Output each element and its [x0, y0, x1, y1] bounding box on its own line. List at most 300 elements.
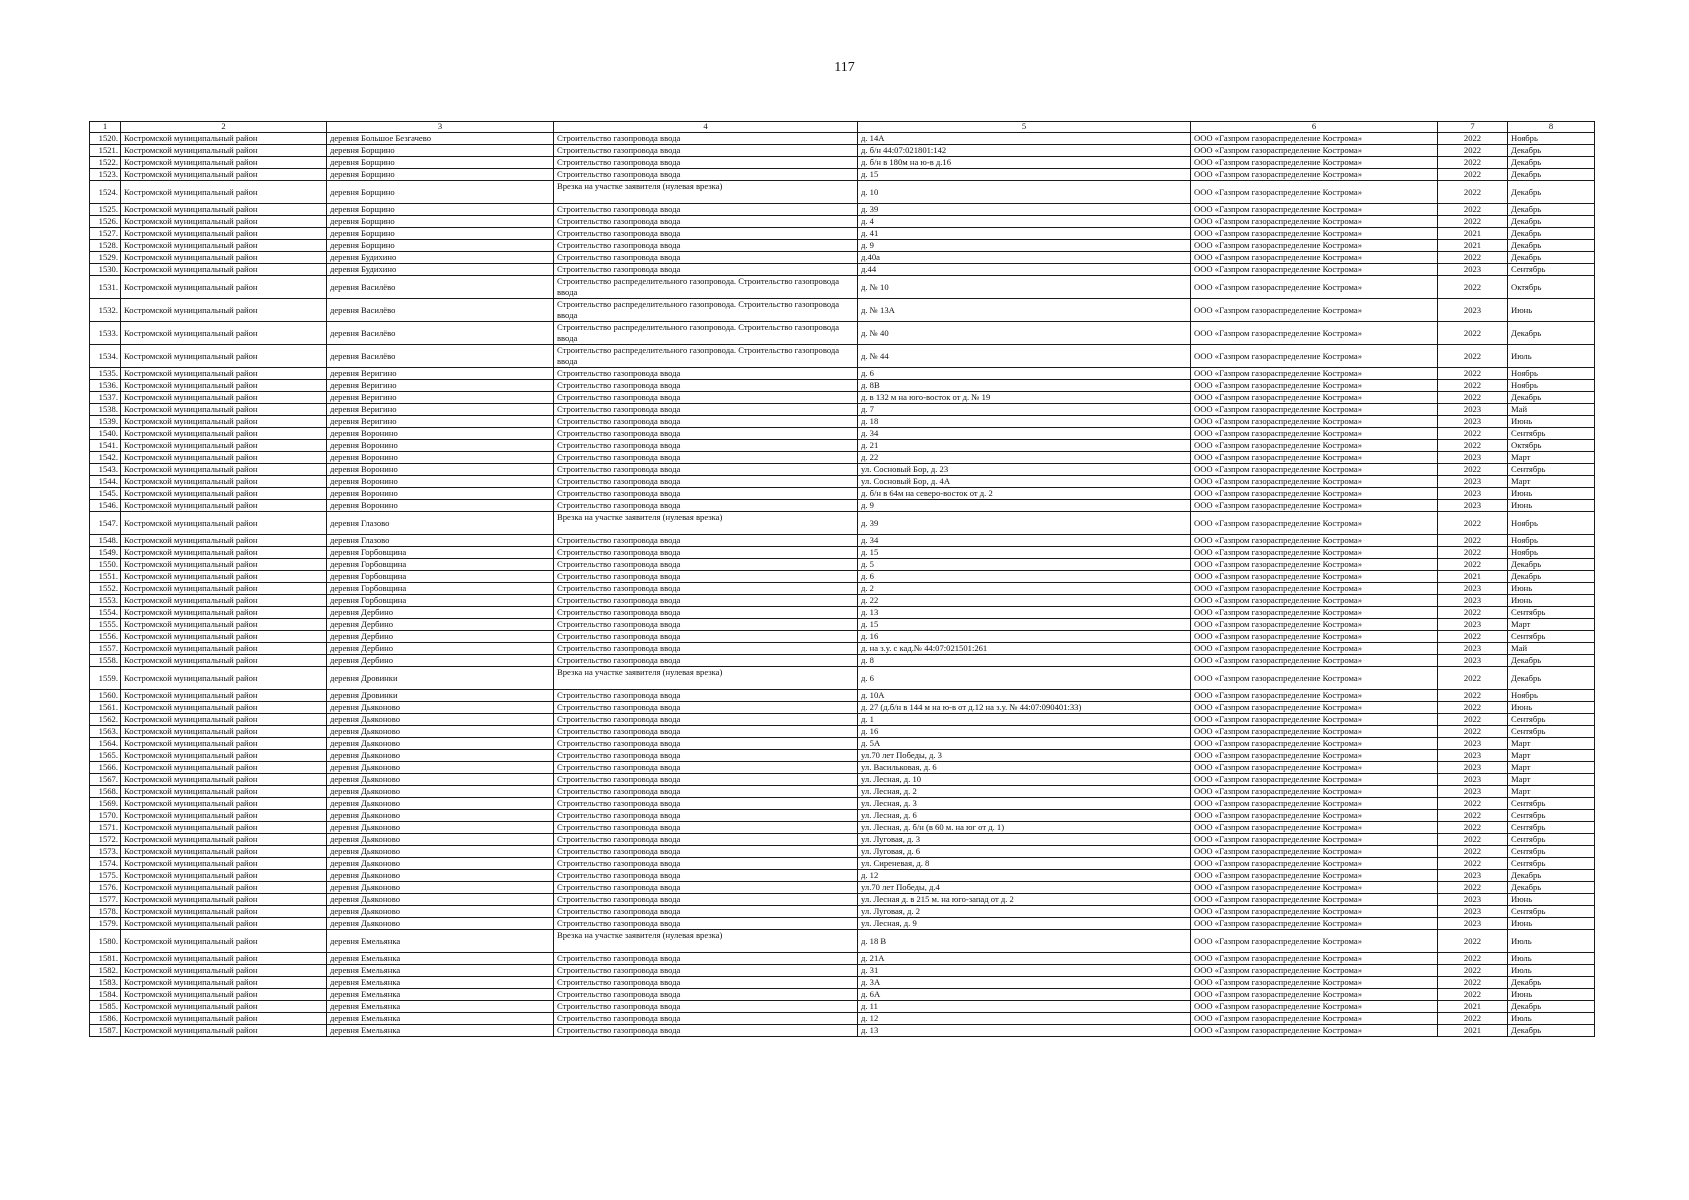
contractor-cell: ООО «Газпром газораспределение Кострома»	[1191, 846, 1438, 858]
table-row	[90, 380, 1595, 392]
settlement-cell: деревня Емельянка	[327, 977, 554, 989]
district-cell: Костромской муниципальный район	[121, 181, 327, 204]
address-cell: д. 22	[858, 452, 1191, 464]
district-cell: Костромской муниципальный район	[121, 133, 327, 145]
work-type-cell: Строительство распределительного газопровода. Строительство газопровода ввода	[554, 299, 858, 322]
address-cell: д. 18	[858, 416, 1191, 428]
work-type-cell: Строительство газопровода ввода	[554, 774, 858, 786]
month-cell: Июль	[1508, 930, 1595, 953]
table-row	[90, 834, 1595, 846]
settlement-cell: деревня Воронино	[327, 452, 554, 464]
district-cell: Костромской муниципальный район	[121, 965, 327, 977]
work-type-cell: Строительство газопровода ввода	[554, 240, 858, 252]
district-cell: Костромской муниципальный район	[121, 500, 327, 512]
contractor-cell: ООО «Газпром газораспределение Кострома»	[1191, 762, 1438, 774]
table-row	[90, 918, 1595, 930]
table-row	[90, 181, 1595, 204]
contractor-cell: ООО «Газпром газораспределение Кострома»	[1191, 702, 1438, 714]
settlement-cell: деревня Воронино	[327, 476, 554, 488]
contractor-cell: ООО «Газпром газораспределение Кострома»	[1191, 690, 1438, 702]
district-cell: Костромской муниципальный район	[121, 547, 327, 559]
month-cell: Октябрь	[1508, 276, 1595, 299]
contractor-cell: ООО «Газпром газораспределение Кострома»	[1191, 858, 1438, 870]
month-cell: Декабрь	[1508, 204, 1595, 216]
row-number-cell: 1522.	[90, 157, 121, 169]
district-cell: Костромской муниципальный район	[121, 1013, 327, 1025]
year-cell: 2022	[1438, 930, 1508, 953]
contractor-cell: ООО «Газпром газораспределение Кострома»	[1191, 882, 1438, 894]
year-cell: 2021	[1438, 1025, 1508, 1037]
table-row	[90, 559, 1595, 571]
year-cell: 2022	[1438, 559, 1508, 571]
row-number-cell: 1560.	[90, 690, 121, 702]
address-cell: д. 16	[858, 726, 1191, 738]
settlement-cell: деревня Дьяконово	[327, 906, 554, 918]
table-row	[90, 870, 1595, 882]
month-cell: Декабрь	[1508, 240, 1595, 252]
contractor-cell: ООО «Газпром газораспределение Кострома»	[1191, 299, 1438, 322]
year-cell: 2022	[1438, 1013, 1508, 1025]
district-cell: Костромской муниципальный район	[121, 595, 327, 607]
year-cell: 2022	[1438, 216, 1508, 228]
address-cell: д. 21А	[858, 953, 1191, 965]
table-row	[90, 145, 1595, 157]
contractor-cell: ООО «Газпром газораспределение Кострома»	[1191, 655, 1438, 667]
contractor-cell: ООО «Газпром газораспределение Кострома»	[1191, 714, 1438, 726]
settlement-cell: деревня Горбовщина	[327, 559, 554, 571]
year-cell: 2022	[1438, 512, 1508, 535]
address-cell: д. 13	[858, 1025, 1191, 1037]
table-row	[90, 276, 1595, 299]
settlement-cell: деревня Горбовщина	[327, 595, 554, 607]
table-row	[90, 204, 1595, 216]
work-type-cell: Строительство газопровода ввода	[554, 918, 858, 930]
settlement-cell: деревня Борщино	[327, 181, 554, 204]
table-row	[90, 1025, 1595, 1037]
work-type-cell: Строительство газопровода ввода	[554, 1001, 858, 1013]
year-cell: 2022	[1438, 145, 1508, 157]
row-number-cell: 1521.	[90, 145, 121, 157]
year-cell: 2022	[1438, 535, 1508, 547]
year-cell: 2022	[1438, 965, 1508, 977]
table-row	[90, 404, 1595, 416]
address-cell: д. 39	[858, 204, 1191, 216]
address-cell: д. 39	[858, 512, 1191, 535]
table-row	[90, 690, 1595, 702]
settlement-cell: деревня Веригино	[327, 404, 554, 416]
work-type-cell: Строительство газопровода ввода	[554, 798, 858, 810]
row-number-cell: 1547.	[90, 512, 121, 535]
year-cell: 2022	[1438, 631, 1508, 643]
district-cell: Костромской муниципальный район	[121, 631, 327, 643]
address-cell: д. 12	[858, 1013, 1191, 1025]
address-cell: ул. Лесная, д. 9	[858, 918, 1191, 930]
table-row	[90, 440, 1595, 452]
row-number-cell: 1565.	[90, 750, 121, 762]
settlement-cell: деревня Емельянка	[327, 1013, 554, 1025]
address-cell: ул. Лесная д. в 215 м. на юго-запад от д. 2	[858, 894, 1191, 906]
work-type-cell: Строительство газопровода ввода	[554, 607, 858, 619]
year-cell: 2023	[1438, 762, 1508, 774]
settlement-cell: деревня Дьяконово	[327, 798, 554, 810]
contractor-cell: ООО «Газпром газораспределение Кострома»	[1191, 559, 1438, 571]
month-cell: Июнь	[1508, 595, 1595, 607]
contractor-cell: ООО «Газпром газораспределение Кострома»	[1191, 918, 1438, 930]
month-cell: Сентябрь	[1508, 726, 1595, 738]
work-type-cell: Строительство газопровода ввода	[554, 204, 858, 216]
year-cell: 2023	[1438, 299, 1508, 322]
district-cell: Костромской муниципальный район	[121, 953, 327, 965]
work-type-cell: Строительство газопровода ввода	[554, 726, 858, 738]
year-cell: 2023	[1438, 404, 1508, 416]
district-cell: Костромской муниципальный район	[121, 1025, 327, 1037]
address-cell: д. 6	[858, 571, 1191, 583]
table-row	[90, 512, 1595, 535]
year-cell: 2023	[1438, 786, 1508, 798]
year-cell: 2022	[1438, 810, 1508, 822]
work-type-cell: Строительство газопровода ввода	[554, 822, 858, 834]
work-type-cell: Строительство газопровода ввода	[554, 547, 858, 559]
table-row	[90, 452, 1595, 464]
year-cell: 2022	[1438, 276, 1508, 299]
work-type-cell: Строительство газопровода ввода	[554, 252, 858, 264]
address-cell: д. 15	[858, 169, 1191, 181]
contractor-cell: ООО «Газпром газораспределение Кострома»	[1191, 169, 1438, 181]
contractor-cell: ООО «Газпром газораспределение Кострома»	[1191, 786, 1438, 798]
settlement-cell: деревня Дербино	[327, 631, 554, 643]
work-type-cell: Строительство газопровода ввода	[554, 559, 858, 571]
settlement-cell: деревня Воронино	[327, 500, 554, 512]
contractor-cell: ООО «Газпром газораспределение Кострома»	[1191, 452, 1438, 464]
month-cell: Декабрь	[1508, 392, 1595, 404]
district-cell: Костромской муниципальный район	[121, 870, 327, 882]
address-cell: д. 15	[858, 547, 1191, 559]
work-type-cell: Строительство газопровода ввода	[554, 882, 858, 894]
settlement-cell: деревня Глазово	[327, 512, 554, 535]
district-cell: Костромской муниципальный район	[121, 476, 327, 488]
contractor-cell: ООО «Газпром газораспределение Кострома»	[1191, 428, 1438, 440]
month-cell: Ноябрь	[1508, 535, 1595, 547]
row-number-cell: 1559.	[90, 667, 121, 690]
contractor-cell: ООО «Газпром газораспределение Кострома»	[1191, 368, 1438, 380]
year-cell: 2022	[1438, 322, 1508, 345]
district-cell: Костромской муниципальный район	[121, 714, 327, 726]
row-number-cell: 1538.	[90, 404, 121, 416]
row-number-cell: 1532.	[90, 299, 121, 322]
row-number-cell: 1567.	[90, 774, 121, 786]
work-type-cell: Строительство газопровода ввода	[554, 500, 858, 512]
settlement-cell: деревня Емельянка	[327, 953, 554, 965]
table-row	[90, 571, 1595, 583]
address-cell: д. 2	[858, 583, 1191, 595]
district-cell: Костромской муниципальный район	[121, 774, 327, 786]
table-row	[90, 392, 1595, 404]
district-cell: Костромской муниципальный район	[121, 404, 327, 416]
contractor-cell: ООО «Газпром газораспределение Кострома»	[1191, 345, 1438, 368]
district-cell: Костромской муниципальный район	[121, 858, 327, 870]
row-number-cell: 1550.	[90, 559, 121, 571]
month-cell: Март	[1508, 750, 1595, 762]
settlement-cell: деревня Емельянка	[327, 1025, 554, 1037]
address-cell: д. 34	[858, 535, 1191, 547]
work-type-cell: Строительство газопровода ввода	[554, 404, 858, 416]
address-cell: ул. Лесная, д. 6	[858, 810, 1191, 822]
contractor-cell: ООО «Газпром газораспределение Кострома»	[1191, 464, 1438, 476]
address-cell: ул. Васильковая, д. 6	[858, 762, 1191, 774]
row-number-cell: 1541.	[90, 440, 121, 452]
settlement-cell: деревня Глазово	[327, 535, 554, 547]
work-type-cell: Строительство газопровода ввода	[554, 535, 858, 547]
contractor-cell: ООО «Газпром газораспределение Кострома»	[1191, 822, 1438, 834]
work-type-cell: Врезка на участке заявителя (нулевая врезка)	[554, 930, 858, 953]
address-cell: д. на з.у. с кад.№ 44:07:021501:261	[858, 643, 1191, 655]
contractor-cell: ООО «Газпром газораспределение Кострома»	[1191, 631, 1438, 643]
table-row	[90, 619, 1595, 631]
address-cell: д. 5	[858, 559, 1191, 571]
settlement-cell: деревня Дровинки	[327, 667, 554, 690]
work-type-cell: Строительство газопровода ввода	[554, 655, 858, 667]
settlement-cell: деревня Дьяконово	[327, 870, 554, 882]
contractor-cell: ООО «Газпром газораспределение Кострома»	[1191, 965, 1438, 977]
year-cell: 2023	[1438, 583, 1508, 595]
year-cell: 2022	[1438, 133, 1508, 145]
contractor-cell: ООО «Газпром газораспределение Кострома»	[1191, 276, 1438, 299]
row-number-cell: 1566.	[90, 762, 121, 774]
month-cell: Март	[1508, 762, 1595, 774]
row-number-cell: 1534.	[90, 345, 121, 368]
row-number-cell: 1561.	[90, 702, 121, 714]
year-cell: 2022	[1438, 157, 1508, 169]
address-cell: д. № 40	[858, 322, 1191, 345]
contractor-cell: ООО «Газпром газораспределение Кострома»	[1191, 750, 1438, 762]
district-cell: Костромской муниципальный район	[121, 906, 327, 918]
address-cell: ул. Лесная, д. 10	[858, 774, 1191, 786]
contractor-cell: ООО «Газпром газораспределение Кострома»	[1191, 989, 1438, 1001]
month-cell: Июнь	[1508, 488, 1595, 500]
row-number-cell: 1548.	[90, 535, 121, 547]
row-number-cell: 1586.	[90, 1013, 121, 1025]
contractor-cell: ООО «Газпром газораспределение Кострома»	[1191, 607, 1438, 619]
district-cell: Костромской муниципальный район	[121, 488, 327, 500]
year-cell: 2022	[1438, 714, 1508, 726]
work-type-cell: Строительство газопровода ввода	[554, 133, 858, 145]
column-header: 4	[554, 122, 858, 133]
settlement-cell: деревня Дьяконово	[327, 858, 554, 870]
year-cell: 2023	[1438, 595, 1508, 607]
month-cell: Ноябрь	[1508, 547, 1595, 559]
row-number-cell: 1582.	[90, 965, 121, 977]
row-number-cell: 1525.	[90, 204, 121, 216]
contractor-cell: ООО «Газпром газораспределение Кострома»	[1191, 667, 1438, 690]
month-cell: Март	[1508, 774, 1595, 786]
table-row	[90, 322, 1595, 345]
settlement-cell: деревня Василёво	[327, 345, 554, 368]
row-number-cell: 1554.	[90, 607, 121, 619]
contractor-cell: ООО «Газпром газораспределение Кострома»	[1191, 488, 1438, 500]
contractor-cell: ООО «Газпром газораспределение Кострома»	[1191, 157, 1438, 169]
month-cell: Декабрь	[1508, 977, 1595, 989]
district-cell: Костромской муниципальный район	[121, 204, 327, 216]
table-row	[90, 786, 1595, 798]
row-number-cell: 1527.	[90, 228, 121, 240]
settlement-cell: деревня Дьяконово	[327, 750, 554, 762]
table-row	[90, 810, 1595, 822]
table-row	[90, 714, 1595, 726]
work-type-cell: Строительство газопровода ввода	[554, 264, 858, 276]
month-cell: Сентябрь	[1508, 846, 1595, 858]
table-row	[90, 240, 1595, 252]
year-cell: 2023	[1438, 774, 1508, 786]
month-cell: Июнь	[1508, 416, 1595, 428]
month-cell: Сентябрь	[1508, 714, 1595, 726]
year-cell: 2023	[1438, 918, 1508, 930]
work-type-cell: Строительство газопровода ввода	[554, 216, 858, 228]
district-cell: Костромской муниципальный район	[121, 345, 327, 368]
work-type-cell: Строительство газопровода ввода	[554, 989, 858, 1001]
work-type-cell: Строительство газопровода ввода	[554, 738, 858, 750]
settlement-cell: деревня Борщино	[327, 240, 554, 252]
contractor-cell: ООО «Газпром газораспределение Кострома»	[1191, 512, 1438, 535]
month-cell: Сентябрь	[1508, 428, 1595, 440]
month-cell: Июль	[1508, 345, 1595, 368]
work-type-cell: Строительство газопровода ввода	[554, 380, 858, 392]
settlement-cell: деревня Василёво	[327, 299, 554, 322]
district-cell: Костромской муниципальный район	[121, 738, 327, 750]
contractor-cell: ООО «Газпром газораспределение Кострома»	[1191, 571, 1438, 583]
column-header: 3	[327, 122, 554, 133]
month-cell: Март	[1508, 738, 1595, 750]
month-cell: Декабрь	[1508, 216, 1595, 228]
row-number-cell: 1576.	[90, 882, 121, 894]
table-row	[90, 345, 1595, 368]
gas-connection-table	[89, 121, 1595, 1037]
district-cell: Костромской муниципальный район	[121, 157, 327, 169]
contractor-cell: ООО «Газпром газораспределение Кострома»	[1191, 404, 1438, 416]
district-cell: Костромской муниципальный район	[121, 655, 327, 667]
work-type-cell: Строительство газопровода ввода	[554, 702, 858, 714]
work-type-cell: Строительство распределительного газопровода. Строительство газопровода ввода	[554, 322, 858, 345]
month-cell: Декабрь	[1508, 882, 1595, 894]
year-cell: 2022	[1438, 428, 1508, 440]
address-cell: ул. Сиреневая, д. 8	[858, 858, 1191, 870]
contractor-cell: ООО «Газпром газораспределение Кострома»	[1191, 535, 1438, 547]
month-cell: Июль	[1508, 953, 1595, 965]
row-number-cell: 1552.	[90, 583, 121, 595]
address-cell: д. 41	[858, 228, 1191, 240]
district-cell: Костромской муниципальный район	[121, 252, 327, 264]
address-cell: д. 31	[858, 965, 1191, 977]
district-cell: Костромской муниципальный район	[121, 798, 327, 810]
month-cell: Декабрь	[1508, 571, 1595, 583]
table-row	[90, 726, 1595, 738]
address-cell: д. 4	[858, 216, 1191, 228]
row-number-cell: 1551.	[90, 571, 121, 583]
address-cell: ул. Сосновый Бор, д. 23	[858, 464, 1191, 476]
month-cell: Июль	[1508, 965, 1595, 977]
contractor-cell: ООО «Газпром газораспределение Кострома»	[1191, 322, 1438, 345]
work-type-cell: Строительство газопровода ввода	[554, 368, 858, 380]
settlement-cell: деревня Дербино	[327, 607, 554, 619]
month-cell: Сентябрь	[1508, 264, 1595, 276]
contractor-cell: ООО «Газпром газораспределение Кострома»	[1191, 547, 1438, 559]
table-row	[90, 607, 1595, 619]
settlement-cell: деревня Дьяконово	[327, 918, 554, 930]
row-number-cell: 1545.	[90, 488, 121, 500]
year-cell: 2023	[1438, 452, 1508, 464]
year-cell: 2022	[1438, 690, 1508, 702]
settlement-cell: деревня Дербино	[327, 655, 554, 667]
month-cell: Июнь	[1508, 989, 1595, 1001]
address-cell: д. 22	[858, 595, 1191, 607]
year-cell: 2022	[1438, 989, 1508, 1001]
row-number-cell: 1529.	[90, 252, 121, 264]
settlement-cell: деревня Веригино	[327, 392, 554, 404]
table-row	[90, 428, 1595, 440]
row-number-cell: 1563.	[90, 726, 121, 738]
row-number-cell: 1568.	[90, 786, 121, 798]
year-cell: 2022	[1438, 834, 1508, 846]
month-cell: Июнь	[1508, 583, 1595, 595]
month-cell: Сентябрь	[1508, 810, 1595, 822]
month-cell: Декабрь	[1508, 655, 1595, 667]
district-cell: Костромской муниципальный район	[121, 894, 327, 906]
settlement-cell: деревня Большое Безгачево	[327, 133, 554, 145]
year-cell: 2022	[1438, 858, 1508, 870]
row-number-cell: 1577.	[90, 894, 121, 906]
row-number-cell: 1564.	[90, 738, 121, 750]
row-number-cell: 1549.	[90, 547, 121, 559]
row-number-cell: 1571.	[90, 822, 121, 834]
address-cell: д. б/н в 64м на северо-восток от д. 2	[858, 488, 1191, 500]
year-cell: 2023	[1438, 870, 1508, 882]
work-type-cell: Врезка на участке заявителя (нулевая врезка)	[554, 181, 858, 204]
row-number-cell: 1579.	[90, 918, 121, 930]
month-cell: Март	[1508, 786, 1595, 798]
month-cell: Декабрь	[1508, 667, 1595, 690]
table-row	[90, 488, 1595, 500]
address-cell: д. № 44	[858, 345, 1191, 368]
month-cell: Декабрь	[1508, 1025, 1595, 1037]
contractor-cell: ООО «Газпром газораспределение Кострома»	[1191, 392, 1438, 404]
contractor-cell: ООО «Газпром газораспределение Кострома»	[1191, 726, 1438, 738]
address-cell: д. 8	[858, 655, 1191, 667]
year-cell: 2022	[1438, 822, 1508, 834]
table-row	[90, 500, 1595, 512]
district-cell: Костромской муниципальный район	[121, 571, 327, 583]
contractor-cell: ООО «Газпром газораспределение Кострома»	[1191, 440, 1438, 452]
year-cell: 2023	[1438, 416, 1508, 428]
year-cell: 2022	[1438, 252, 1508, 264]
work-type-cell: Строительство газопровода ввода	[554, 392, 858, 404]
address-cell: д. 5А	[858, 738, 1191, 750]
settlement-cell: деревня Веригино	[327, 380, 554, 392]
district-cell: Костромской муниципальный район	[121, 834, 327, 846]
month-cell: Декабрь	[1508, 1001, 1595, 1013]
year-cell: 2022	[1438, 726, 1508, 738]
work-type-cell: Строительство газопровода ввода	[554, 834, 858, 846]
table-row	[90, 965, 1595, 977]
month-cell: Март	[1508, 452, 1595, 464]
work-type-cell: Строительство газопровода ввода	[554, 476, 858, 488]
district-cell: Костромской муниципальный район	[121, 690, 327, 702]
district-cell: Костромской муниципальный район	[121, 416, 327, 428]
month-cell: Июнь	[1508, 918, 1595, 930]
month-cell: Сентябрь	[1508, 798, 1595, 810]
row-number-cell: 1569.	[90, 798, 121, 810]
work-type-cell: Строительство газопровода ввода	[554, 416, 858, 428]
table-row	[90, 655, 1595, 667]
work-type-cell: Строительство распределительного газопровода. Строительство газопровода ввода	[554, 276, 858, 299]
